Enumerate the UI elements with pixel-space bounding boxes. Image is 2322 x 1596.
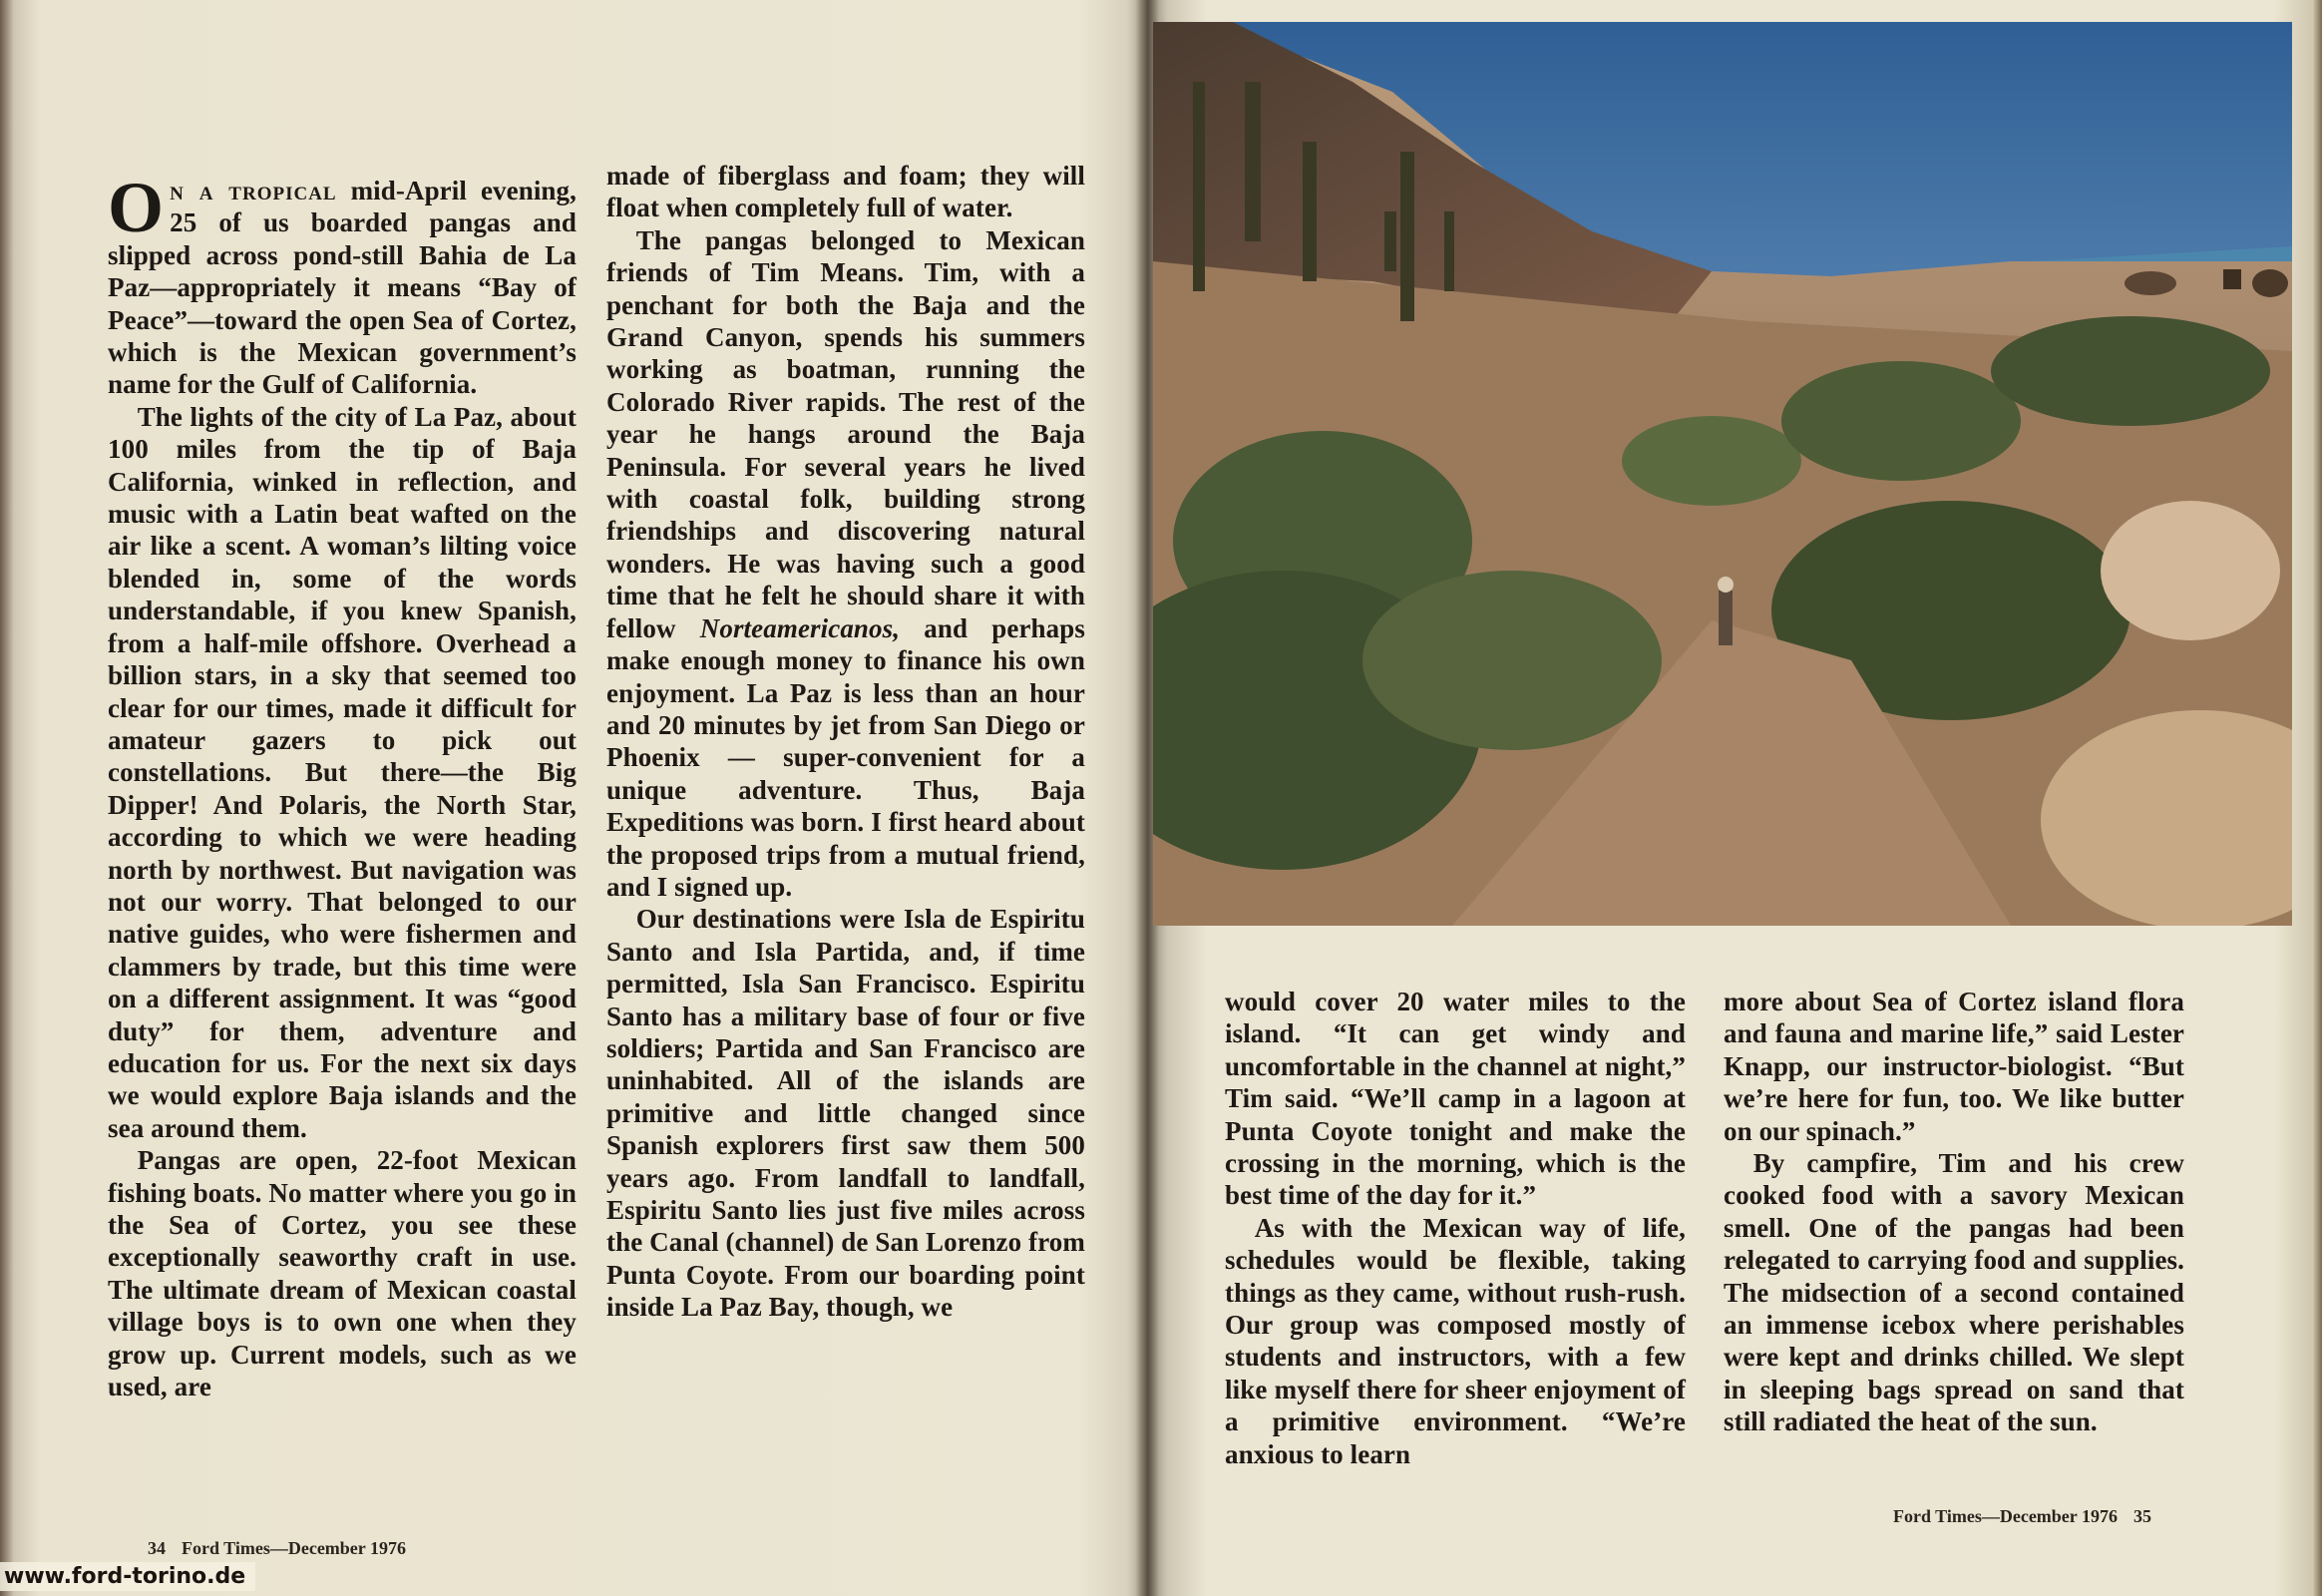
article-column-1: [108, 168, 577, 1402]
left-page-footer: [132, 1538, 406, 1559]
opening-paragraph: [108, 168, 577, 401]
opening-text: mid-April evening, 25 of us boarded pangas and slipped across pond-still Bahia de La Paz—appropriately it means “Bay of Peace”—toward the open Sea of Cortez, which is the Mexican government’s name for the Gulf of California.: [108, 176, 577, 400]
paragraph: made of fiberglass and foam; they will float when completely full of water.: [606, 161, 1085, 223]
italic-term: Norteamericanos,: [699, 612, 901, 643]
article-column-3: [1225, 986, 1686, 1470]
publication-line: Ford Times—December 1976: [1893, 1506, 2118, 1526]
paragraph: [606, 224, 1085, 904]
paragraph: Our destinations were Isla de Espiritu Santo and Isla Partida, and, if time permitted, Isla San Francisco. Espiritu Santo has a military base of four or five soldiers; Partida and San Francisco are uninhabited. All of the islands are primitive and little changed since Spanish explorers first saw them 500 years ago. From landfall to landfall, Espiritu Santo lies just five miles across the Canal (channel) de San Lorenzo from Punta Coyote. From our boarding point inside La Paz Bay, though, we: [606, 904, 1085, 1323]
paragraph: would cover 20 water miles to the island. “It can get windy and uncomfortable in the channel at night,” Tim said. “We’ll camp in a lagoon at Punta Coyote tonight and make the crossing in the morning, which is the best time of the day for it.”: [1225, 987, 1686, 1211]
paragraph: more about Sea of Cortez island flora and fauna and marine life,” said Lester Knapp, our instructor-biologist. “But we’re here for fun, too. We like butter on our spinach.”: [1724, 987, 2184, 1146]
page-edge: [2312, 0, 2322, 1596]
paragraph: As with the Mexican way of life, schedules would be flexible, taking things as they came, without rush-rush. Our group was composed mostly of students and instructors, with a few like myself there for sheer enjoyment of a primitive environment. “We’re anxious to learn: [1225, 1212, 1686, 1469]
drop-cap: O: [108, 168, 165, 247]
article-column-2: [606, 160, 1085, 1324]
page-number: 34: [148, 1538, 166, 1558]
paragraph: The lights of the city of La Paz, about 100 miles from the tip of Baja California, winked in reflection, and music with a Latin beat wafted on the air like a scent. A woman’s lilting voice blended in, some of the words understandable, if you knew Spanish, from a half-mile offshore. Overhead a billion stars, in a sky that seemed too clear for our times, made it difficult for amateur gazers to pick out constellations. But there—the Big Dipper! And Polaris, the North Star, according to which we were heading north by northwest. But navigation was not our worry. That belonged to our native guides, who were fishermen and clammers by trade, but this time were on a different assignment. It was “good duty” for them, adventure and education for us. For the next six days we would explore Baja islands and the sea around them.: [108, 401, 577, 1143]
page-number: 35: [2132, 1506, 2151, 1526]
paragraph-text: The pangas belonged to Mexican friends of Tim Means. Tim, with a penchant for both the Baja and the Grand Canyon, spends his summers working as boatman, running the Colorado River rapids. The rest of the year he hangs around the Baja Peninsula. For several years he lived with coastal folk, building strong friendships and discovering natural wonders. He was having such a good time that he felt he should share it with fellow: [606, 224, 1085, 643]
opening-small-caps: n a tropical: [170, 176, 337, 205]
article-column-4: [1724, 986, 2184, 1438]
paragraph: By campfire, Tim and his crew cooked food with a savory Mexican smell. One of the pangas had been relegated to carrying food and supplies. The midsection of a second contained an immense icebox where perishables were kept and drinks chilled. We slept in sleeping bags spread on sand that still radiated the heat of the sun.: [1724, 1148, 2184, 1437]
photo-illustration: [1153, 22, 2292, 926]
publication-line: Ford Times—December 1976: [182, 1538, 406, 1558]
paragraph-text: and perhaps make enough money to finance his own enjoyment. La Paz is less than an hour and 20 minutes by jet from San Diego or Phoenix — super-convenient for a unique adventure. Thus, Baja Expeditions was born. I first heard about the proposed trips from a mutual friend, and I signed up.: [606, 612, 1085, 902]
right-page-footer: [1893, 1506, 2167, 1527]
landscape-photo: [1153, 22, 2292, 926]
site-watermark: www.ford-torino.de: [0, 1562, 255, 1591]
paragraph: Pangas are open, 22-foot Mexican fishing boats. No matter where you go in the Sea of Cortez, you see these exceptionally seaworthy craft in use. The ultimate dream of Mexican coastal village boys is to own one when they grow up. Current models, such as we used, are: [108, 1145, 577, 1402]
